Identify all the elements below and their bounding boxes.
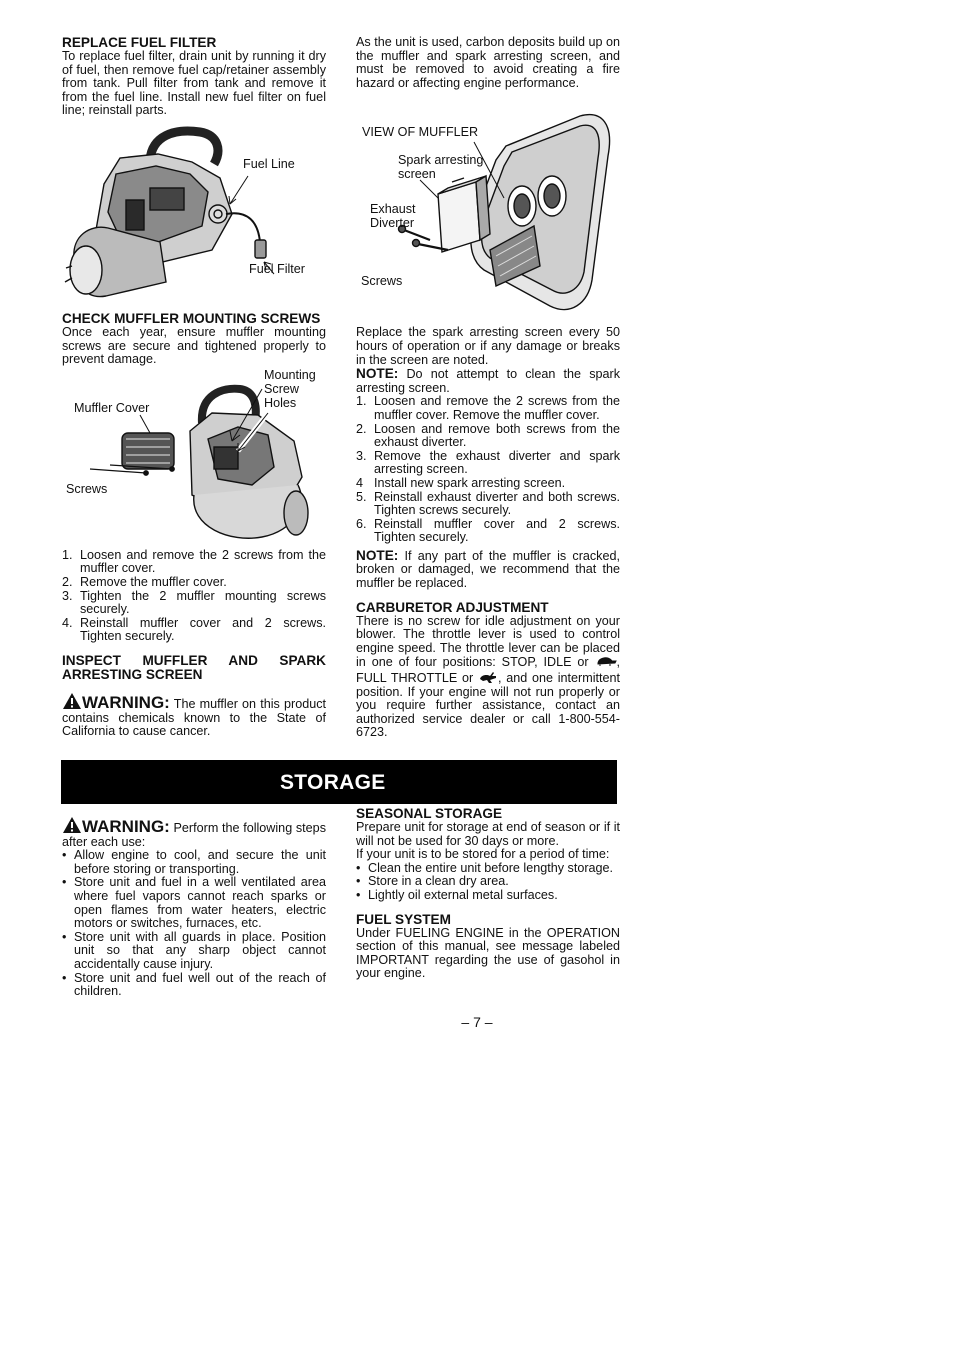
fuel-filter-figure bbox=[62, 118, 326, 304]
label-screws: Screws bbox=[66, 481, 108, 496]
muffler-view-figure bbox=[356, 90, 620, 326]
fuel-system-text: Under FUELING ENGINE in the OPERATION section of this manual, see message labeled IMPORTANT regarding the use of gasohol in your engine. bbox=[356, 925, 620, 981]
note-clean-screen: NOTE: Do not attempt to clean the spark arresting screen. bbox=[356, 366, 620, 395]
heading-carburetor: CARBURETOR ADJUSTMENT bbox=[356, 599, 549, 615]
label-diverter: Diverter bbox=[370, 216, 415, 231]
page-number: – 7 – bbox=[461, 1014, 493, 1030]
label-screen: screen bbox=[398, 167, 436, 182]
turtle-icon bbox=[595, 655, 617, 667]
check-muffler-steps bbox=[62, 549, 326, 644]
list-item: • Clean the entire unit before lengthy storage. bbox=[356, 862, 620, 876]
right-column bbox=[356, 36, 620, 740]
warning-triangle-icon bbox=[62, 816, 82, 834]
heading-inspect-muffler: INSPECT MUFFLER AND SPARK ARRESTING SCREEN bbox=[62, 652, 326, 682]
list-item: • Allow engine to cool, and secure the unit before storing or transporting. bbox=[62, 849, 326, 876]
muffler-mounting-figure bbox=[62, 367, 326, 549]
list-item: 1. Loosen and remove the 2 screws from the muffler cover. Remove the muffler cover. bbox=[356, 394, 620, 422]
list-item: • Store in a clean dry area. bbox=[356, 875, 620, 889]
label-screw: Screw bbox=[264, 381, 299, 396]
warning-triangle-icon bbox=[62, 692, 82, 710]
list-item: 2. Loosen and remove both screws from the exhaust diverter. bbox=[356, 421, 620, 450]
heading-replace-fuel-filter: REPLACE FUEL FILTER bbox=[62, 35, 217, 50]
list-item: 4 Install new spark arresting screen. bbox=[356, 475, 566, 490]
label-exhaust: Exhaust bbox=[370, 202, 416, 217]
list-item: 3. Tighten the 2 muffler mounting screws securely. bbox=[62, 588, 326, 617]
label-view-of-muffler: VIEW OF MUFFLER bbox=[362, 125, 479, 140]
storage-warning: WARNING: Perform the following steps after each use: bbox=[62, 817, 326, 849]
label-spark-arresting: Spark arresting bbox=[398, 153, 484, 168]
fuel-filter-text: To replace fuel filter, drain unit by running it dry of fuel, then remove fuel cap/retainer assembly from tank. Pull filter from tank and remove it from the fuel line. Install new fuel filter on fuel line; reinstall parts. bbox=[62, 49, 326, 118]
note-muffler-replace: NOTE: If any part of the muffler is cracked, broken or damaged, we recommend that the muffler be replaced. bbox=[356, 547, 620, 591]
list-item: 6. Reinstall muffler cover and 2 screws. Tighten securely. bbox=[356, 516, 620, 545]
rabbit-icon bbox=[478, 670, 498, 684]
label-fuel-filter: Fuel Filter bbox=[249, 261, 305, 276]
list-item: 4. Reinstall muffler cover and 2 screws. Tighten securely. bbox=[62, 615, 326, 644]
heading-seasonal-storage: SEASONAL STORAGE bbox=[356, 806, 503, 821]
storage-banner bbox=[61, 760, 617, 804]
spark-screen-steps bbox=[356, 395, 620, 545]
label-screws-muffler: Screws bbox=[361, 274, 403, 289]
heading-fuel-system: FUEL SYSTEM bbox=[356, 911, 451, 927]
list-item: 2. Remove the muffler cover. bbox=[62, 574, 227, 589]
storage-warning-bullets bbox=[62, 849, 326, 999]
list-item: 3. Remove the exhaust diverter and spark arresting screen. bbox=[356, 448, 620, 477]
left-column bbox=[62, 36, 326, 739]
list-item: • Store unit and fuel in a well ventilated area where fuel vapors cannot reach sparks or open flames from water heaters, electric motors or switches, furnaces, etc. bbox=[62, 876, 326, 930]
replace-screen-text: Replace the spark arresting screen every 50 hours of operation or if any damage or breaks in the screen are noted. bbox=[356, 325, 620, 367]
label-mounting: Mounting bbox=[264, 367, 316, 382]
seasonal-text-2: If your unit is to be stored for a period of time: bbox=[356, 847, 610, 862]
list-item: • Store unit and fuel well out of the reach of children. bbox=[62, 972, 326, 999]
storage-left-column bbox=[62, 816, 326, 999]
seasonal-text-1: Prepare unit for storage at end of season or if it will not be used for 30 days or more. bbox=[356, 820, 620, 848]
list-item: • Store unit with all guards in place. Position unit so that any sharp object cannot accidentally cause injury. bbox=[62, 931, 326, 972]
heading-check-muffler: CHECK MUFFLER MOUNTING SCREWS bbox=[62, 310, 321, 326]
muffler-intro-text: As the unit is used, carbon deposits build up on the muffler and spark arresting screen, and must be removed to avoid creating a fire hazard or affecting engine performance. bbox=[356, 35, 620, 90]
check-muffler-text: Once each year, ensure muffler mounting screws are secure and tightened properly to prevent damage. bbox=[62, 324, 326, 367]
carburetor-text: There is no screw for idle adjustment on your blower. The throttle lever is used to control engine speed. The throttle lever can be placed in one of four positions: STOP, IDLE or , FULL THROTTLE or , and one intermittent position. If your engine will not run properly or you require further assistance, contact an authorized service dealer or call 1-800-554-6723. bbox=[356, 613, 621, 740]
list-item: 1. Loosen and remove the 2 screws from the muffler cover. bbox=[62, 547, 326, 576]
storage-title: STORAGE bbox=[280, 771, 386, 794]
label-fuel-line: Fuel Line bbox=[243, 156, 295, 171]
list-item: 5. Reinstall exhaust diverter and both screws. Tighten screws securely. bbox=[356, 489, 620, 518]
label-muffler-cover: Muffler Cover bbox=[74, 400, 150, 415]
seasonal-bullets bbox=[356, 862, 620, 903]
label-holes: Holes bbox=[264, 395, 297, 410]
inspect-warning: WARNING: The muffler on this product contains chemicals known to the State of California to cause cancer. bbox=[62, 692, 326, 739]
storage-right-column bbox=[356, 807, 620, 981]
list-item: • Lightly oil external metal surfaces. bbox=[356, 889, 620, 903]
